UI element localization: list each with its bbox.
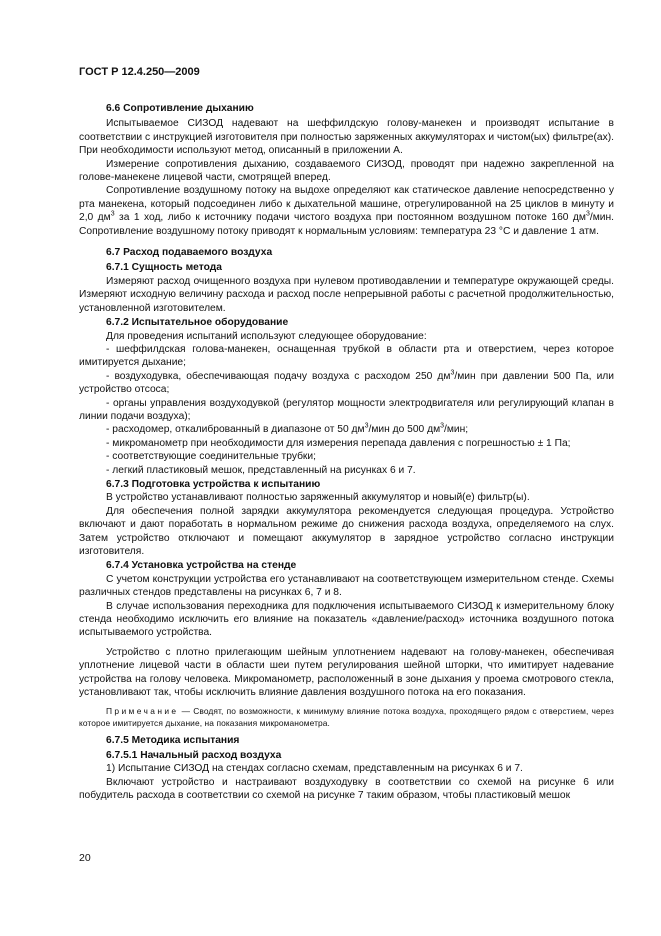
paragraph: Сопротивление воздушному потоку на выдохе определяют как статическое давление непосредственно у рта манекена, который подсоединен либо к дыхательной машине, отрегулированной на 25 циклов в минуту и 2,0 $дм^3$ за 1 ход, либо к источнику подачи чистого воздуха при постоянном воздушном потоке 160 $дм^3$/мин. Сопротивление воздушному потоку приводят к нормальным условиям: температура 23 °С и давление 1 атм. [79,185,614,237]
paragraph: С учетом конструкции устройства его устанавливают на соответствующем измерительном стенде. Схемы различных стендов представлены на рисунках 6, 7 и 8. [79,573,614,599]
paragraph: Включают устройство и настраивают воздуходувку в соответствии со схемой на рисунке 6 или побудитель расхода в соответствии со схемой на рисунке 7 таким образом, чтобы пластиковый мешок [79,776,614,802]
document-code-header: ГОСТ Р 12.4.250—2009 [79,66,200,78]
section-heading: 6.7.3 Подготовка устройства к испытанию [106,478,321,490]
paragraph: - микроманометр при необходимости для измерения перепада давления с погрешностью ± 1 Па; [106,437,571,449]
page-number: 20 [79,852,91,864]
paragraph: - органы управления воздуходувкой (регулятор мощности электродвигателя или регулирующий клапан в линии подачи воздуха); [79,397,614,422]
paragraph: Измерение сопротивления дыханию, создаваемого СИЗОД, проводят при надежно закрепленной на голове-манекене лицевой части, смотрящей вперед. [79,158,614,184]
paragraph: Для обеспечения полной зарядки аккумулятора рекомендуется следующая процедура. Устройство включают и дают поработать в нормальном режиме до снижения расхода воздуха, определяемого на слух. Затем устройство отключают и помещают аккумулятор в зарядное устройство согласно инструкции изготовителя. [79,505,614,557]
document-body [79,94,614,803]
paragraph: Устройство с плотно прилегающим шейным уплотнением надевают на голову-манекен, обеспечивая уплотнение лицевой части в области шеи путем регулирования шейной шторки, что имитирует надевание устройства на голову человека. Микроманометр, расположенный в зоне дыхания у проема смотрового стекла, установливают так, чтобы исключить влияние давления воздушного потока на его показания. [79,646,614,699]
section-heading: 6.7.5.1 Начальный расход воздуха [106,749,282,761]
paragraph: В случае использования переходника для подключения испытываемого СИЗОД к измерительному блоку стенда необходимо исключить его влияние на показатель «давление/расход» источника воздушного потока испытываемого устройства. [79,600,614,639]
note-paragraph: Примечание — Сводят, по возможности, к минимуму влияние потока воздуха, проходящего рядом с отверстием, через которое имитируется дыхание, на показания микроманометра. [79,706,614,728]
paragraph: - легкий пластиковый мешок, представленный на рисунках 6 и 7. [106,464,416,476]
note-label: Примечание [106,706,179,717]
paragraph: 1) Испытание СИЗОД на стендах согласно схемам, представленным на рисунках 6 и 7. [106,763,523,775]
paragraph: - шеффилдская голова-манекен, оснащенная трубкой в области рта и отверстием, через которое имитируется дыхание; [79,343,614,369]
paragraph: - воздуходувка, обеспечивающая подачу воздуха с расходом 250 $дм^3$/мин при давлении 500 Па, или устройство отсоса; [79,369,614,396]
paragraph: Испытываемое СИЗОД надевают на шеффилдскую голову-манекен и производят испытание в соответствии с инструкцией изготовителя при полностью заряженных аккумуляторах и чистом(ых) фильтре(ах). При необходимости используют метод, описанный в приложении А. [79,118,614,157]
section-heading: 6.7.1 Сущность метода [106,262,222,274]
section-heading: 6.7 Расход подаваемого воздуха [106,247,273,259]
paragraph: В устройство устанавливают полностью заряженный аккумулятор и новый(е) фильтр(ы). [106,492,530,504]
paragraph: Измеряют расход очищенного воздуха при нулевом противодавлении и температуре окружающей среды. Измеряют исходную величину расхода и расход после непрерывной работы с расчетной продолжительностью, установленной изготовителем. [79,275,614,314]
section-heading: 6.6 Сопротивление дыханию [106,103,254,114]
paragraph: - соответствующие соединительные трубки; [106,451,316,463]
section-heading: 6.7.2 Испытательное оборудование [106,317,289,329]
section-heading: 6.7.5 Методика испытания [106,735,240,747]
paragraph: - расходомер, откалиброванный в диапазоне от 50 $дм^3$/мин до 500 $дм^3$/мин; [106,422,469,436]
section-heading: 6.7.4 Установка устройства на стенде [106,560,297,572]
paragraph: Для проведения испытаний используют следующее оборудование: [106,330,427,342]
